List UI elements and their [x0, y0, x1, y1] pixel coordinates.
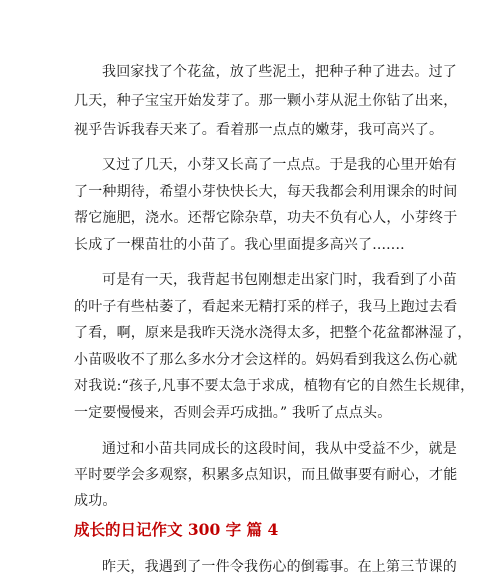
paragraph-line-cutoff: 昨天，我遇到了一件令我伤心的倒霉事。在上第三节课的 [102, 559, 457, 575]
paragraph-line: 对我说:“孩子,凡事不要太急于求成，植物有它的自然生长规律， [74, 378, 475, 394]
paragraph-line: 帮它施肥，浇水。还帮它除杂草，功夫不负有心人，小芽终于 [74, 210, 458, 226]
paragraph-line: 视乎告诉我春天来了。看着那一点点的嫩芽，我可高兴了。 [74, 122, 444, 138]
paragraph-line: 了看，啊，原来是我昨天浇水浇得太多，把整个花盆都淋湿了， [74, 325, 472, 341]
paragraph-line: 通过和小苗共同成长的这段时间，我从中受益不少，就是 [102, 441, 457, 457]
paragraph-line: 的叶子有些枯萎了，看起来无精打采的样子，我马上跑过去看 [74, 299, 458, 315]
paragraph-line: 小苗吸收不了那么多水分才会这样的。妈妈看到我这么伤心就 [74, 352, 458, 368]
paragraph-line: 我回家找了个花盆，放了些泥土，把种子种了进去。过了 [102, 64, 457, 80]
paragraph-line: 长成了一棵苗壮的小苗了。我心里面提多高兴了....... [74, 237, 405, 253]
paragraph-line: 又过了几天，小芽又长高了一点点。于是我的心里开始有 [102, 157, 457, 173]
paragraph-line: 平时要学会多观察，积累多点知识，而且做事要有耐心，才能 [74, 467, 458, 483]
paragraph-line: 几天，种子宝宝开始发芽了。那一颗小芽从泥土你钻了出来， [74, 93, 458, 109]
paragraph-line: 成功。 [74, 493, 117, 509]
paragraph-line: 了一种期待，希望小芽快快长大，每天我都会利用课余的时间 [74, 184, 458, 200]
paragraph-line: 一定要慢慢来，否则会弄巧成拙。” 我听了点点头。 [74, 405, 392, 421]
paragraph-line: 可是有一天，我背起书包刚想走出家门时，我看到了小苗 [102, 272, 457, 288]
section-heading: 成长的日记作文 300 字 篇 4 [74, 520, 279, 539]
